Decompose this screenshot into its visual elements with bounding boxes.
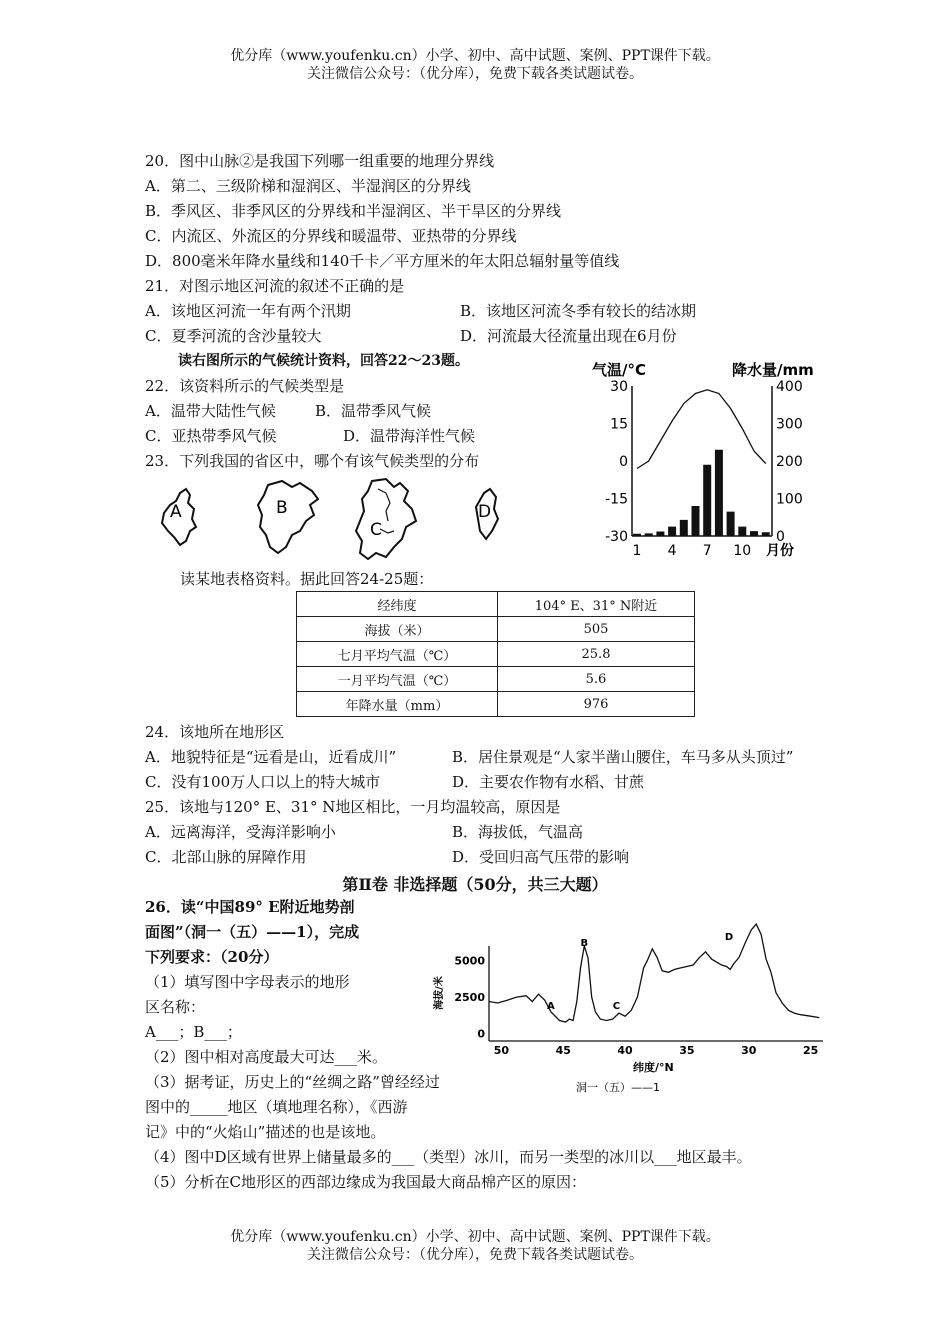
profile-x-tick-label: 30 <box>741 1044 757 1057</box>
profile-region-label-c: C <box>612 1000 621 1012</box>
climate-title-right: 降水量/mm <box>732 361 814 379</box>
header-line-2: 关注微信公众号：（优分库），免费下载各类试题试卷。 <box>307 66 643 82</box>
q26-line-2: 面图”（洞一（五）——1），完成 <box>145 923 360 941</box>
q26-line-1: 26．读“中国89° E附近地势剖 <box>145 898 355 916</box>
section-2-title: 第Ⅱ卷 非选择题（50分，共三大题） <box>342 875 608 894</box>
q26-sub3-line-2: 图中的_____地区（填地理名称），《西游 <box>145 1098 408 1116</box>
precip-bar-month-8 <box>715 450 723 536</box>
x-tick-label: 1 <box>632 543 642 559</box>
q26-sub1-line-2: 区名称： <box>145 998 206 1016</box>
precip-bar-month-4 <box>668 527 676 536</box>
table-row <box>297 642 695 667</box>
province-label-c: C <box>370 520 382 540</box>
q22-stem: 22．该资料所示的气候类型是 <box>145 377 345 395</box>
profile-y-tick-label: 0 <box>477 1027 485 1041</box>
footer-line-1: 优分库（www.youfenku.cn）小学、初中、高中试题、案例、PPT课件下载。 <box>230 1229 720 1245</box>
table-cell: 年降水量（mm） <box>297 692 498 717</box>
climate-chart <box>592 357 822 562</box>
precip-bar-month-6 <box>692 506 700 536</box>
profile-region-label-d: D <box>724 932 734 944</box>
profile-xlabel: 纬度/°N <box>633 1061 674 1074</box>
table-cell: 505 <box>498 617 695 642</box>
q23-stem: 23．下列我国的省区中，哪个有该气候类型的分布 <box>145 452 480 470</box>
x-tick-label: 7 <box>702 543 712 559</box>
table-cell: 经纬度 <box>297 592 498 617</box>
profile-caption: 洞一（五）——1 <box>576 1081 660 1094</box>
profile-x-tick-label: 40 <box>617 1044 633 1057</box>
table-cell: 976 <box>498 692 695 717</box>
table-cell: 海拔（米） <box>297 617 498 642</box>
right-tick-label: 0 <box>776 529 785 545</box>
profile-x-tick-label: 50 <box>493 1044 510 1057</box>
province-label-b: B <box>276 498 288 518</box>
climate-xlabel: 月份 <box>766 543 794 559</box>
table-cell: 5.6 <box>498 667 695 692</box>
q21-option-c: C．夏季河流的含沙量较大 <box>145 327 322 345</box>
q20-stem: 20．图中山脉②是我国下列哪一组重要的地理分界线 <box>145 152 495 170</box>
precip-bar-month-7 <box>703 465 711 536</box>
right-tick-label: 400 <box>776 379 803 395</box>
q21-option-b: B．该地区河流冬季有较长的结冰期 <box>460 302 697 320</box>
table-cell: 一月平均气温（℃） <box>297 667 498 692</box>
q26-sub2: （2）图中相对高度最大可达___米。 <box>145 1048 388 1066</box>
q26-sub4: （4）图中D区域有世界上储量最多的___（类型）冰川，而另一类型的冰川以___地区最丰。 <box>145 1148 752 1166</box>
q25-option-a: A．远离海洋，受海洋影响小 <box>145 823 336 841</box>
table-row <box>297 667 695 692</box>
left-tick-label: -15 <box>605 491 628 508</box>
climate-data-table <box>296 591 695 717</box>
intro-22-23: 读右图所示的气候统计资料，回答22～23题。 <box>178 353 469 369</box>
q20-option-b: B．季风区、非季风区的分界线和半湿润区、半干旱区的分界线 <box>145 202 562 220</box>
header-line-1: 优分库（www.youfenku.cn）小学、初中、高中试题、案例、PPT课件下载。 <box>230 48 720 64</box>
left-tick-label: 0 <box>619 454 628 470</box>
right-tick-label: 100 <box>776 491 803 508</box>
left-tick-label: 30 <box>610 379 628 395</box>
precip-bar-month-12 <box>762 532 770 536</box>
profile-y-tick-label: 2500 <box>454 991 485 1005</box>
province-map-b <box>258 481 318 553</box>
terrain-profile-line <box>489 924 819 1022</box>
q26-sub1-line-1: （1）填写图中字母表示的地形 <box>145 973 350 991</box>
precip-bar-month-5 <box>680 520 688 536</box>
precip-bar-month-11 <box>750 531 758 536</box>
q26-sub3-line-1: （3）据考证，历史上的“丝绸之路”曾经经过 <box>145 1073 440 1091</box>
table-row <box>297 592 695 617</box>
q26-line-3: 下列要求：（20分） <box>145 948 279 966</box>
footer-line-2: 关注微信公众号：（优分库），免费下载各类试题试卷。 <box>307 1247 643 1263</box>
intro-24-25: 读某地表格资料。据此回答24-25题： <box>180 570 434 588</box>
province-label-d: D <box>478 502 492 522</box>
q25-option-d: D．受回归高气压带的影响 <box>452 848 630 866</box>
profile-region-label-a: A <box>546 1000 555 1012</box>
table-cell: 七月平均气温（℃） <box>297 642 498 667</box>
q25-option-b: B．海拔低，气温高 <box>452 823 584 841</box>
q25-stem: 25．该地与120° E、31° N地区相比，一月均温较高，原因是 <box>145 798 561 816</box>
q24-stem: 24．该地所在地形区 <box>145 723 285 741</box>
q22-option-d: D．温带海洋性气候 <box>343 427 476 445</box>
profile-ylabel: 海拔/米 <box>434 976 445 1010</box>
profile-x-tick-label: 45 <box>555 1044 571 1057</box>
q20-option-d: D．800毫米年降水量线和140千卡／平方厘米的年太阳总辐射量等值线 <box>145 252 620 270</box>
q26-sub5: （5）分析在C地形区的西部边缘成为我国最大商品棉产区的原因： <box>145 1173 587 1191</box>
right-tick-label: 200 <box>776 454 803 470</box>
profile-region-label-b: B <box>580 938 589 949</box>
q22-option-c: C．亚热带季风气候 <box>145 427 277 445</box>
climate-title-left: 气温/°C <box>592 361 646 379</box>
province-map-d <box>476 489 498 539</box>
province-maps <box>150 475 510 565</box>
profile-y-tick-label: 5000 <box>454 954 485 968</box>
q21-stem: 21．对图示地区河流的叙述不正确的是 <box>145 277 405 295</box>
precip-bar-month-10 <box>738 527 746 536</box>
q24-option-b: B．居住景观是“人家半凿山腰住，车马多从头顶过” <box>452 748 794 766</box>
province-map-a <box>162 489 196 545</box>
profile-x-tick-label: 25 <box>802 1044 819 1057</box>
province-map-c <box>356 479 416 559</box>
q26-sub1-blanks: A___；B___； <box>145 1023 242 1041</box>
precip-bar-month-2 <box>645 533 653 536</box>
q20-option-c: C．内流区、外流区的分界线和暖温带、亚热带的分界线 <box>145 227 517 245</box>
province-label-a: A <box>170 502 182 522</box>
q25-option-c: C．北部山脉的屏障作用 <box>145 848 307 866</box>
x-tick-label: 10 <box>733 543 752 559</box>
q21-option-d: D．河流最大径流量出现在6月份 <box>460 327 677 345</box>
left-tick-label: -30 <box>605 529 628 545</box>
right-tick-label: 300 <box>776 416 803 433</box>
table-row <box>297 692 695 717</box>
q22-option-a: A．温带大陆性气候 <box>145 402 276 420</box>
precip-bar-month-1 <box>633 534 641 536</box>
q24-option-a: A．地貌特征是“远看是山，近看成川” <box>145 748 397 766</box>
q21-option-a: A．该地区河流一年有两个汛期 <box>145 302 351 320</box>
table-cell: 25.8 <box>498 642 695 667</box>
q24-option-c: C．没有100万人口以上的特大城市 <box>145 773 381 791</box>
temperature-curve <box>637 390 766 469</box>
table-row <box>297 617 695 642</box>
q20-option-a: A．第二、三级阶梯和湿润区、半湿润区的分界线 <box>145 177 471 195</box>
left-tick-label: 15 <box>610 416 628 433</box>
table-cell: 104° E、31° N附近 <box>498 592 695 617</box>
q26-sub3-line-3: 记》中的“火焰山”描述的也是该地。 <box>145 1123 386 1141</box>
x-tick-label: 4 <box>667 543 677 559</box>
terrain-profile-chart <box>418 932 828 1098</box>
profile-x-tick-label: 35 <box>679 1044 695 1057</box>
precip-bar-month-3 <box>656 532 664 537</box>
q24-option-d: D．主要农作物有水稻、甘蔗 <box>452 773 645 791</box>
precip-bar-month-9 <box>727 512 735 536</box>
q22-option-b: B．温带季风气候 <box>315 402 432 420</box>
